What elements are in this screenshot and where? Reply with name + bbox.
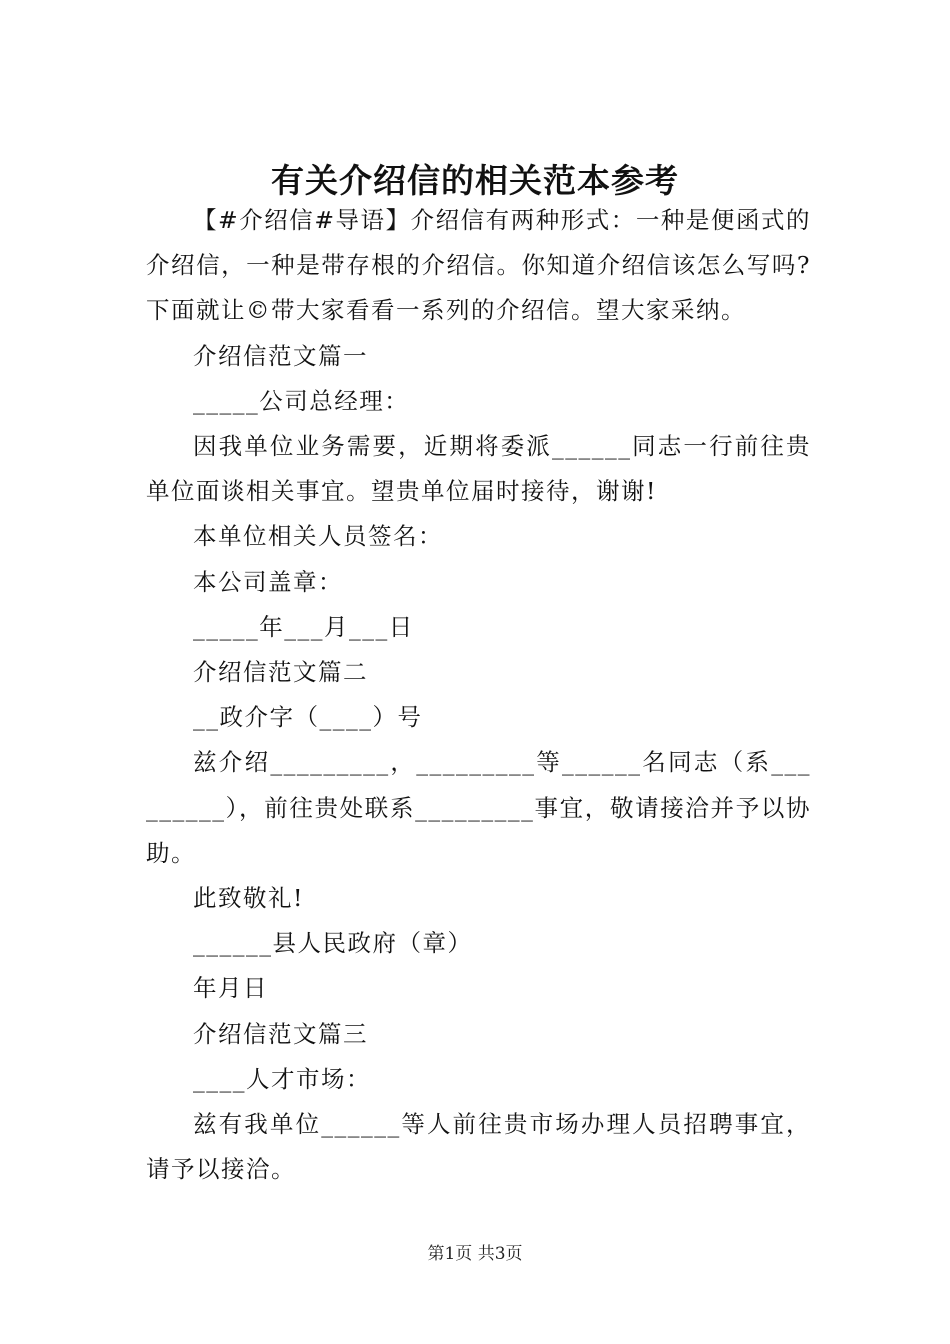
- letter-salutation-3: ____人才市场：: [193, 1064, 371, 1093]
- document-title: 有关介绍信的相关范本参考: [271, 161, 679, 201]
- document-body: [146, 198, 811, 1192]
- letter-body-2: 兹介绍_________，_________等______名同志（系_________），前往贵处联系_________事宜，敬请接洽并予以协助。: [146, 748, 811, 867]
- page-footer: 第1页 共3页: [427, 1244, 523, 1264]
- section-heading-1: 介绍信范文篇一: [193, 341, 368, 370]
- letter-salutation-1: _____公司总经理：: [193, 386, 410, 415]
- closing-line-2: 此致敬礼!: [193, 884, 304, 913]
- section-heading-3: 介绍信范文篇三: [193, 1019, 368, 1048]
- letter-body-1: 因我单位业务需要，近期将委派______同志一行前往贵单位面谈相关事宜。望贵单位届时接待，谢谢!: [146, 432, 811, 506]
- signature-line-1: 本单位相关人员签名：: [193, 522, 443, 551]
- reference-number-line: __政介字（____）号: [193, 703, 423, 732]
- letter-body-3: 兹有我单位______等人前往贵市场办理人员招聘事宜，请予以接洽。: [146, 1110, 811, 1184]
- date-line-1: _____年___月___日: [193, 612, 414, 641]
- seal-line-1: 本公司盖章：: [193, 567, 343, 596]
- section-heading-2: 介绍信范文篇二: [193, 658, 368, 687]
- date-line-2: 年月日: [193, 974, 268, 1003]
- intro-paragraph: 【#介绍信#导语】介绍信有两种形式：一种是便函式的介绍信，一种是带存根的介绍信。你知道介绍信该怎么写吗?下面就让©带大家看看一系列的介绍信。望大家采纳。: [146, 206, 811, 325]
- issuer-line-2: ______县人民政府（章）: [193, 929, 473, 958]
